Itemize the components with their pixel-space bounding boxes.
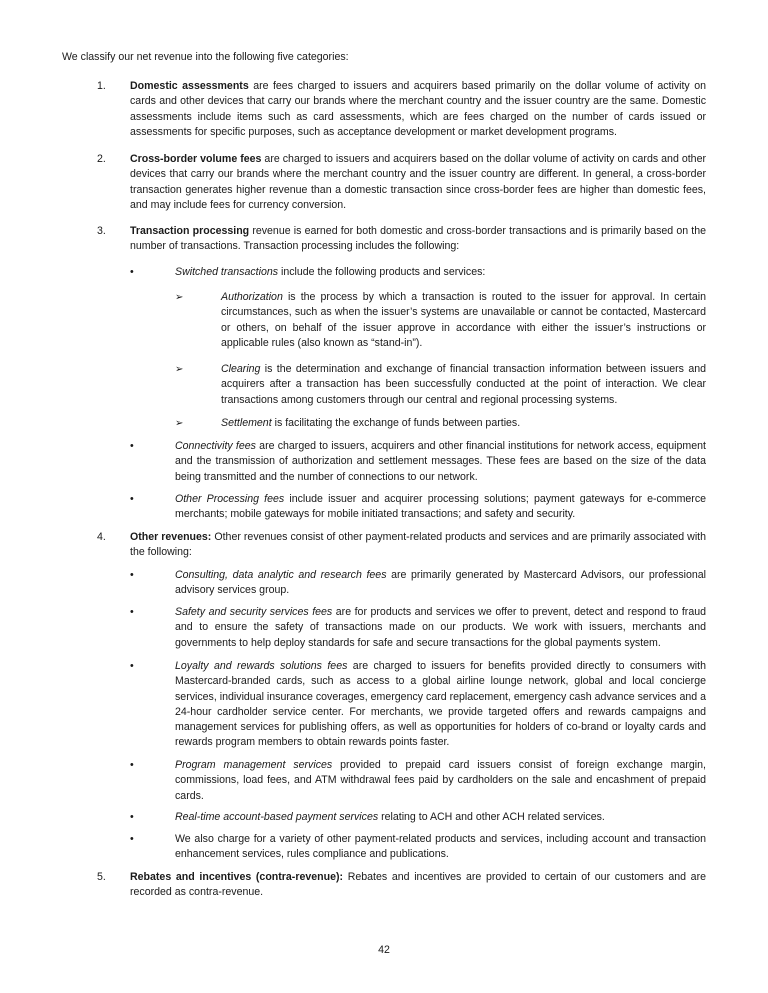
- arrow-bullet-icon: ➢: [175, 418, 184, 429]
- subitem-term: Settlement: [221, 417, 272, 429]
- bullet-icon: •: [130, 266, 134, 278]
- bullet-icon: •: [130, 569, 134, 581]
- item-number: 3.: [97, 225, 106, 237]
- bullet-text: relating to ACH and other ACH related services.: [378, 811, 605, 823]
- item-text: are fees charged to issuers and acquirers based primarily on the dollar volume of activity on cards and other devices that carry our brands where the merchant country and the issuer country are the same. Domestic assessments include items such as card assessments, which are fees charged on the number of cards issued or assessments for specific purposes, such as acceptance development or market development programs.: [130, 80, 706, 138]
- rebates-incentives-paragraph: [130, 870, 706, 901]
- other-revenues-paragraph: [130, 530, 706, 561]
- bullet-text: We also charge for a variety of other payment-related products and services, including account and transaction enhancement services, rules compliance and publications.: [175, 833, 706, 861]
- domestic-assessments-paragraph: [130, 79, 706, 140]
- bullet-term: Safety and security services fees: [175, 606, 333, 618]
- item-number: 1.: [97, 80, 106, 92]
- item-term: Transaction processing: [130, 225, 250, 237]
- item-text: Rebates and incentives are provided to certain of our customers and are recorded as contra-revenue.: [130, 871, 706, 899]
- bullet-term: Other Processing fees: [175, 493, 285, 505]
- bullet-term: Switched transactions: [175, 266, 279, 278]
- bullet-icon: •: [130, 759, 134, 771]
- consulting-fees-bullet: [175, 568, 706, 599]
- other-charges-bullet: [175, 832, 706, 863]
- bullet-text: provided to prepaid card issuers consist of foreign exchange margin, commissions, load fees, and ATM withdrawal fees paid by cardholders on the sale and encashment of prepaid cards.: [175, 759, 706, 802]
- bullet-text: are charged to issuers, acquirers and other financial institutions for network access, equipment and the transmission of authorization and settlement messages. These fees are based on the size of the data being transmitted and the number of connections to our network.: [175, 440, 706, 483]
- safety-security-fees-bullet: [175, 605, 706, 651]
- item-number: 4.: [97, 531, 106, 543]
- intro-paragraph: We classify our net revenue into the following five categories:: [62, 51, 349, 63]
- arrow-bullet-icon: ➢: [175, 364, 184, 375]
- bullet-term: Connectivity fees: [175, 440, 256, 452]
- clearing-subitem: [221, 362, 706, 408]
- subitem-term: Authorization: [221, 291, 283, 303]
- bullet-term: Loyalty and rewards solutions fees: [175, 660, 348, 672]
- cross-border-paragraph: [130, 152, 706, 213]
- authorization-subitem: [221, 290, 706, 351]
- page-number: 42: [378, 944, 390, 956]
- item-text: Other revenues consist of other payment-related products and services and are primarily associated with the following:: [130, 531, 707, 559]
- item-term: Cross-border volume fees: [130, 153, 262, 165]
- item-text: revenue is earned for both domestic and cross-border transactions and is primarily based on the number of transactions. Transaction processing includes the following:: [130, 225, 706, 253]
- bullet-text: include issuer and acquirer processing solutions; payment gateways for e-commerce merchants; mobile gateways for mobile initiated transactions; and safety and security.: [175, 493, 707, 521]
- bullet-icon: •: [130, 811, 134, 823]
- bullet-icon: •: [130, 493, 134, 505]
- bullet-icon: •: [130, 660, 134, 672]
- bullet-text: are charged to issuers for benefits provided directly to consumers with Mastercard-branded cards, such as access to a global airline lounge network, global and local concierge services, individual insurance coverages, emergency card replacement, emergency cash advance services and a 24-hour cardholder service center. For merchants, we provide targeted offers and rewards campaigns and management services for publishing offers, as well as opportunities for holders of co-brand or loyalty cards and rewards program members to obtain rewards points faster.: [175, 660, 706, 749]
- switched-transactions-bullet: [175, 265, 706, 280]
- bullet-icon: •: [130, 606, 134, 618]
- item-term: Domestic assessments: [130, 80, 249, 92]
- subitem-text: is the determination and exchange of financial transaction information between issuers and acquirers after a transaction has been successfully conducted at the point of interaction. We clear transactions among customers through our central and regional processing systems.: [221, 363, 706, 406]
- bullet-icon: •: [130, 440, 134, 452]
- item-term: Other revenues:: [130, 531, 212, 543]
- real-time-payment-bullet: [175, 810, 706, 825]
- bullet-icon: •: [130, 833, 134, 845]
- subitem-term: Clearing: [221, 363, 261, 375]
- bullet-text: include the following products and services:: [278, 266, 486, 278]
- loyalty-rewards-fees-bullet: [175, 659, 706, 751]
- bullet-term: Program management services: [175, 759, 333, 771]
- settlement-subitem: [221, 416, 706, 431]
- connectivity-fees-bullet: [175, 439, 706, 485]
- other-processing-fees-bullet: [175, 492, 706, 523]
- program-management-bullet: [175, 758, 706, 804]
- bullet-text: are for products and services we offer to prevent, detect and respond to fraud and to ensure the safety of transactions made on our products. We work with issuers, merchants and governments to help deploy standards for safe and secure transactions for the global payments system.: [175, 606, 707, 649]
- item-number: 2.: [97, 153, 106, 165]
- item-term: Rebates and incentives (contra-revenue):: [130, 871, 344, 883]
- item-number: 5.: [97, 871, 106, 883]
- item-text: are charged to issuers and acquirers based on the dollar volume of activity on cards and other devices that carry our brands where the merchant country and the issuer country are different. In general, a cross-border transaction generates higher revenue than a domestic transaction since cross-border fees are higher than domestic fees, and may include fees for currency conversion.: [130, 153, 706, 211]
- subitem-text: is facilitating the exchange of funds between parties.: [271, 417, 521, 429]
- bullet-term: Real-time account-based payment services: [175, 811, 379, 823]
- subitem-text: is the process by which a transaction is routed to the issuer for approval. In certain circumstances, such as when the issuer’s systems are unavailable or cannot be contacted, Mastercard or others, on behalf of the issuer approve in accordance with either the issuer’s instructions or applicable rules (also known as “stand-in”).: [221, 291, 706, 349]
- arrow-bullet-icon: ➢: [175, 292, 184, 303]
- transaction-processing-paragraph: [130, 224, 706, 255]
- bullet-text: are primarily generated by Mastercard Advisors, our professional advisory services group.: [175, 569, 706, 597]
- bullet-term: Consulting, data analytic and research fees: [175, 569, 387, 581]
